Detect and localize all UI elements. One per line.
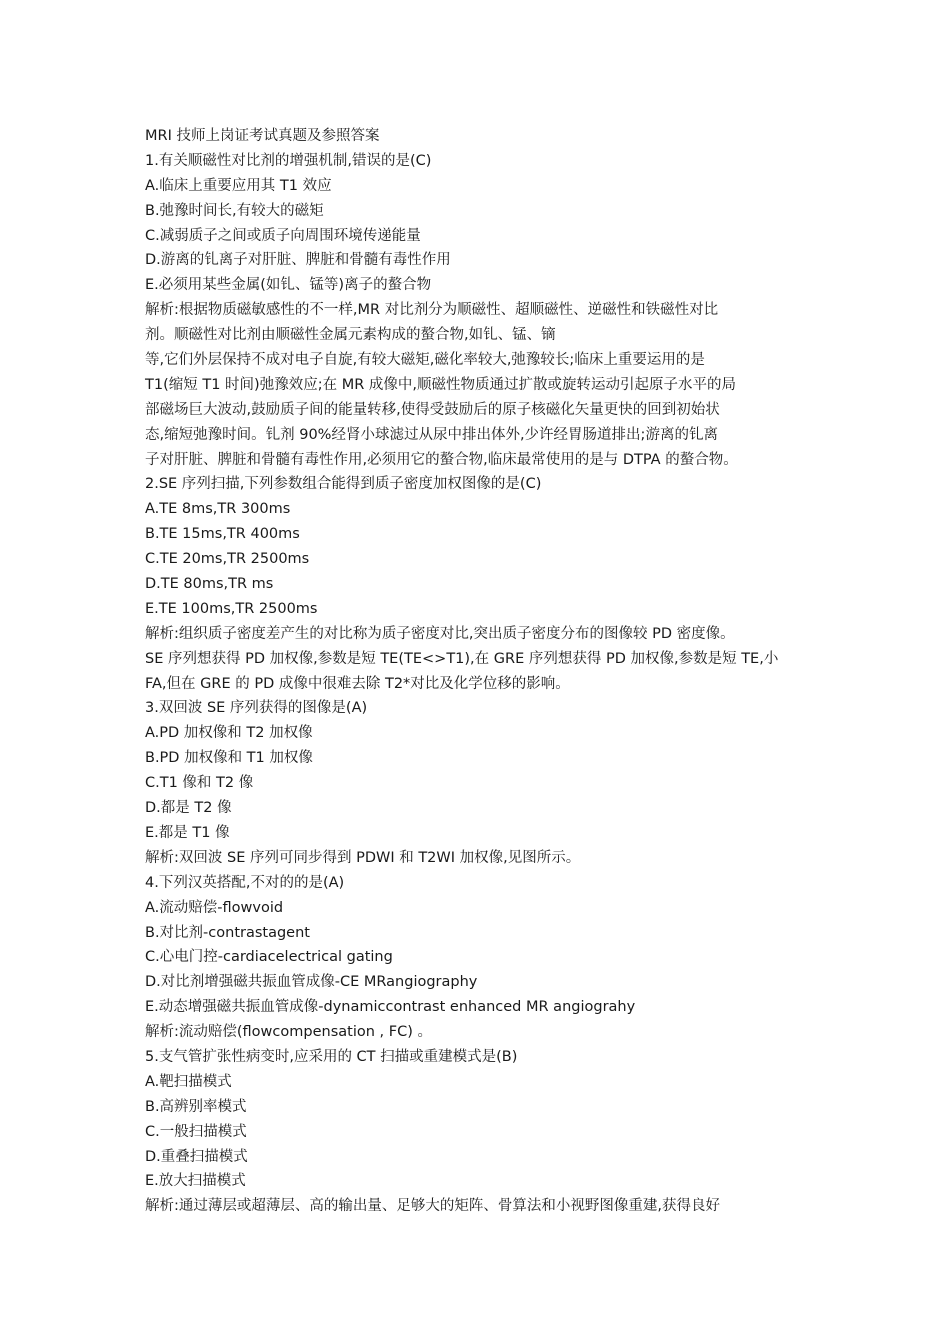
analysis-line: 解析:通过薄层或超薄层、高的输出量、足够大的矩阵、骨算法和小视野图像重建,获得良好 (145, 1198, 720, 1215)
analysis-line: 态,缩短弛豫时间。钆剂 90%经肾小球滤过从尿中排出体外,少许经胃肠道排出;游离的钆离 (145, 426, 718, 443)
option-line: A.PD 加权像和 T2 加权像 (145, 725, 313, 742)
question-4: 4.下列汉英搭配,不对的的是(A) (145, 874, 345, 891)
document-title: MRI 技师上岗证考试真题及参照答案 (145, 128, 380, 144)
analysis-line: FA,但在 GRE 的 PD 成像中很难去除 T2*对比及化学位移的影响。 (145, 675, 570, 692)
option-line: A.TE 8ms,TR 300ms (145, 501, 291, 518)
analysis-line: 解析:流动赔偿(flowcompensation , FC) 。 (145, 1024, 432, 1041)
analysis-line: 子对肝脏、脾脏和骨髓有毒性作用,必须用它的螯合物,临床最常使用的是与 DTPA 的螯合物。 (145, 451, 738, 468)
option-line: C.T1 像和 T2 像 (145, 775, 254, 792)
option-line: C.减弱质子之间或质子向周围环境传递能量 (145, 227, 421, 244)
analysis-line: 等,它们外层保持不成对电子自旋,有较大磁矩,磁化率较大,弛豫较长;临床上重要运用的是 (145, 352, 705, 369)
document-page (145, 124, 825, 1219)
option-line: A.流动赔偿-flowvoid (145, 899, 284, 916)
analysis-line: 解析:组织质子密度差产生的对比称为质子密度对比,突出质子密度分布的图像较 PD 密度像。 (145, 625, 735, 642)
analysis-line: 部磁场巨大波动,鼓励质子间的能量转移,使得受鼓励后的原子核磁化矢量更快的回到初始状 (145, 401, 720, 418)
question-2: 2.SE 序列扫描,下列参数组合能得到质子密度加权图像的是(C) (145, 476, 542, 493)
analysis-line: 剂。顺磁性对比剂由顺磁性金属元素构成的螯合物,如钆、锰、镝 (145, 327, 556, 344)
analysis-line: 解析:根据物质磁敏感性的不一样,MR 对比剂分为顺磁性、超顺磁性、逆磁性和铁磁性对比 (145, 302, 719, 319)
option-line: B.PD 加权像和 T1 加权像 (145, 750, 313, 767)
option-line: A.临床上重要应用其 T1 效应 (145, 177, 332, 194)
option-line: E.动态增强磁共振血管成像-dynamiccontrast enhanced MR angiograhy (145, 999, 636, 1016)
option-line: B.弛豫时间长,有较大的磁矩 (145, 202, 324, 219)
option-line: D.重叠扫描模式 (145, 1148, 248, 1165)
question-1: 1.有关顺磁性对比剂的增强机制,错误的是(C) (145, 152, 432, 169)
question-3: 3.双回波 SE 序列获得的图像是(A) (145, 700, 368, 717)
option-line: C.心电门控-cardiacelectrical gating (145, 949, 393, 966)
option-line: E.必须用某些金属(如钆、锰等)离子的螯合物 (145, 277, 432, 294)
option-line: E.放大扫描模式 (145, 1173, 246, 1190)
option-line: B.对比剂-contrastagent (145, 924, 310, 941)
option-line: E.TE 100ms,TR 2500ms (145, 600, 318, 617)
option-line: B.高辨别率模式 (145, 1098, 247, 1115)
option-line: B.TE 15ms,TR 400ms (145, 526, 300, 543)
option-line: D.都是 T2 像 (145, 800, 232, 817)
analysis-line: 解析:双回波 SE 序列可同步得到 PDWI 和 T2WI 加权像,见图所示。 (145, 849, 581, 866)
option-line: D.对比剂增强磁共振血管成像-CE MRangiography (145, 974, 478, 991)
option-line: D.游离的钆离子对肝脏、脾脏和骨髓有毒性作用 (145, 252, 451, 269)
question-5: 5.支气管扩张性病变时,应采用的 CT 扫描或重建模式是(B) (145, 1048, 518, 1065)
option-line: C.一般扫描模式 (145, 1123, 247, 1140)
option-line: E.都是 T1 像 (145, 824, 230, 841)
analysis-line: T1(缩短 T1 时间)弛豫效应;在 MR 成像中,顺磁性物质通过扩散或旋转运动引起原子水平的局 (145, 376, 736, 393)
option-line: A.靶扫描模式 (145, 1073, 232, 1090)
option-line: D.TE 80ms,TR ms (145, 576, 274, 593)
analysis-line: SE 序列想获得 PD 加权像,参数是短 TE(TE<>T1),在 GRE 序列想获得 PD 加权像,参数是短 TE,小 (145, 650, 779, 667)
option-line: C.TE 20ms,TR 2500ms (145, 551, 310, 568)
